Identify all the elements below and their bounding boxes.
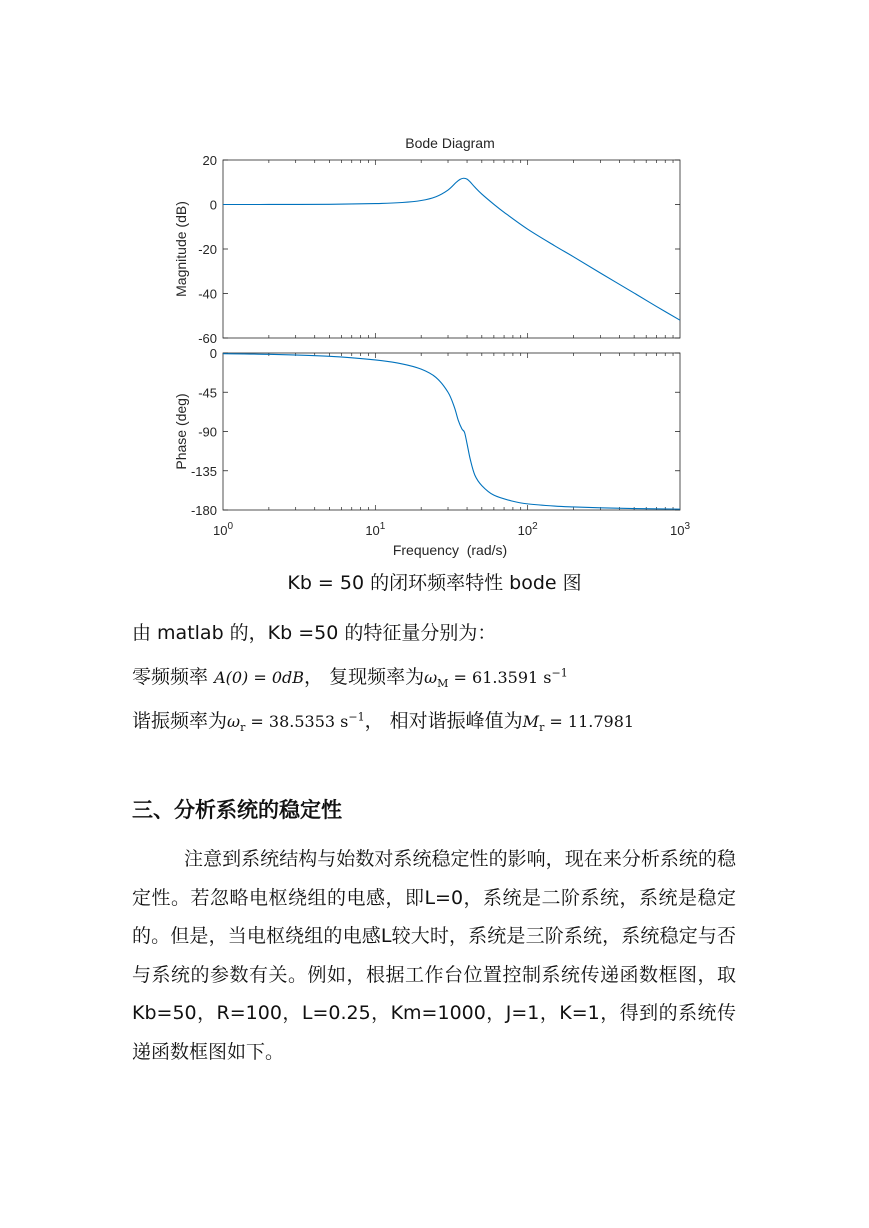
label-reproduction-freq: 复现频率为 bbox=[329, 666, 425, 688]
m-symbol: M bbox=[522, 712, 540, 731]
resonant-peak-value bbox=[522, 712, 635, 735]
omega-symbol: ω bbox=[227, 712, 241, 731]
reproduction-freq-number: = 61.3591 s bbox=[448, 668, 552, 687]
zero-freq-math: A(0) = 0dB bbox=[214, 668, 305, 687]
phase-panel bbox=[173, 346, 680, 518]
x-tick-label: $10^3$ bbox=[669, 521, 691, 538]
unit-exponent: −1 bbox=[348, 710, 365, 724]
results-intro: 由 matlab 的，Kb =50 的特征量分别为： bbox=[132, 622, 497, 644]
label-zero-freq: 零频频率 bbox=[132, 666, 209, 688]
results-line-1 bbox=[132, 662, 568, 690]
x-tick-label: $10^0$ bbox=[212, 521, 234, 538]
x-tick-label: $10^2$ bbox=[517, 521, 538, 538]
magnitude-panel bbox=[173, 153, 680, 346]
separator: ， bbox=[364, 710, 384, 732]
label-resonant-peak: 相对谐振峰值为 bbox=[389, 710, 523, 732]
y-tick-label: -135 bbox=[190, 463, 217, 479]
x-axis-label: Frequency (rad/s) bbox=[392, 542, 508, 558]
y-axis-label: Magnitude (dB) bbox=[173, 201, 189, 297]
resonant-peak-number: = 11.7981 bbox=[544, 712, 635, 731]
y-axis-label: Phase (deg) bbox=[173, 393, 189, 470]
body-paragraph bbox=[132, 840, 736, 1071]
y-tick-label: 20 bbox=[202, 153, 217, 168]
resonant-freq-value bbox=[227, 710, 365, 735]
y-tick-label: -180 bbox=[190, 503, 217, 518]
resonant-freq-number: = 38.5353 s bbox=[245, 712, 349, 731]
y-tick-label: 0 bbox=[209, 346, 217, 361]
figure-caption: Kb = 50 的闭环频率特性 bode 图 bbox=[287, 572, 582, 594]
y-tick-label: 0 bbox=[209, 197, 217, 213]
m-subscript: r bbox=[539, 721, 545, 735]
y-tick-label: -60 bbox=[198, 331, 217, 346]
omega-subscript: r bbox=[240, 721, 246, 735]
reproduction-freq-value bbox=[424, 666, 568, 691]
label-resonant-freq: 谐振频率为 bbox=[132, 710, 228, 732]
bode-diagram bbox=[150, 128, 710, 568]
separator: ， bbox=[304, 666, 324, 688]
unit-exponent: −1 bbox=[551, 666, 568, 680]
results-line-2 bbox=[132, 706, 634, 734]
omega-subscript: M bbox=[437, 677, 449, 691]
plot-frame bbox=[223, 353, 680, 510]
section-heading: 三、分析系统的稳定性 bbox=[132, 798, 342, 822]
zero-freq-value bbox=[214, 668, 304, 687]
y-tick-label: -40 bbox=[198, 286, 217, 302]
y-tick-label: -20 bbox=[198, 242, 217, 257]
chart-title: Bode Diagram bbox=[405, 135, 495, 151]
omega-symbol: ω bbox=[424, 668, 438, 687]
paragraph-text: 注意到系统结构与始数对系统稳定性的影响，现在来分析系统的稳定性。若忽略电枢绕组的电感，即L=0，系统是二阶系统，系统是稳定的。但是，当电枢绕组的电感L较大时，系统是三阶系统，系统稳定与否与系统的参数有关。例如，根据工作台位置控制系统传递函数框图，取Kb=50，R=100，L=0.25，Km=1000，J=1，K=1，得到的系统传递函数框图如下。 bbox=[132, 848, 736, 1063]
x-tick-label: $10^1$ bbox=[365, 521, 386, 538]
y-tick-label: -45 bbox=[198, 385, 217, 401]
frequency-axis bbox=[213, 521, 690, 538]
y-tick-label: -90 bbox=[198, 424, 217, 440]
